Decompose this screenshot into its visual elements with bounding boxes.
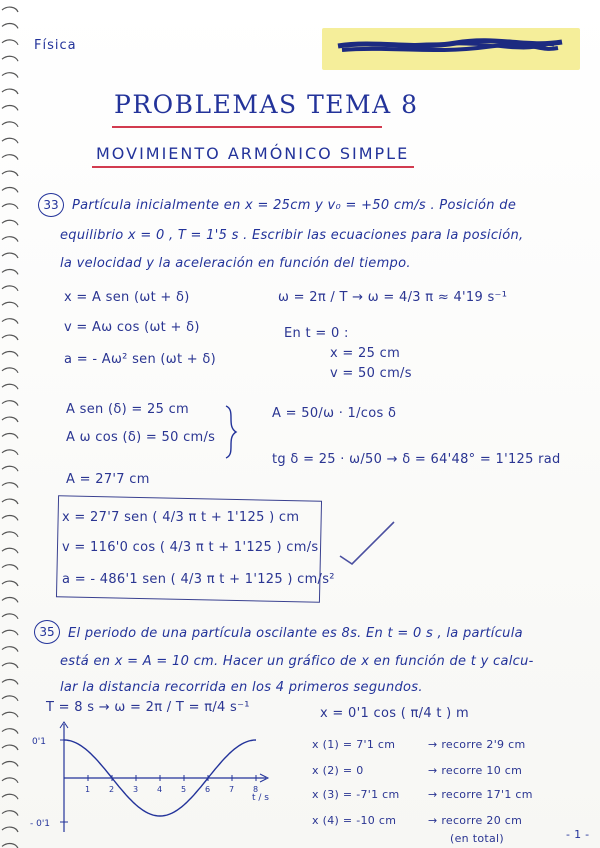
- graph-tick-label: 4: [157, 785, 163, 794]
- problem-number-35: 35: [34, 620, 60, 644]
- tangent-expression: tg δ = 25 · ω/50 → δ = 64'48° = 1'125 rad: [272, 452, 561, 467]
- equation-position: x = A sen (ωt + δ): [64, 290, 190, 305]
- p35-row1-result: → recorre 2'9 cm: [428, 738, 526, 751]
- p35-equation: x = 0'1 cos ( π/4 t ) m: [320, 706, 469, 721]
- equation-acceleration: a = - Aω² sen (ωt + δ): [64, 352, 217, 367]
- answer-position: x = 27'7 sen ( 4/3 π t + 1'125 ) cm: [62, 510, 300, 525]
- problem35-line3: lar la distancia recorrida en los 4 primeros segundos.: [60, 680, 423, 695]
- p35-row3-label: x (3) = -7'1 cm: [312, 788, 400, 801]
- answer-acceleration: a = - 486'1 sen ( 4/3 π t + 1'125 ) cm/s²: [62, 572, 335, 587]
- initial-x: x = 25 cm: [330, 346, 401, 361]
- graph-tick-label: 6: [205, 785, 211, 794]
- problem33-line3: la velocidad y la aceleración en función del tiempo.: [60, 256, 411, 271]
- graph-tick-label: 3: [133, 785, 139, 794]
- subtitle-underline: [92, 166, 414, 168]
- graph-x-unit: t / s: [252, 793, 269, 803]
- graph-tick-label: 1: [85, 785, 91, 794]
- initial-v: v = 50 cm/s: [330, 366, 412, 381]
- page-title: PROBLEMAS TEMA 8: [114, 90, 419, 119]
- p35-omega: T = 8 s → ω = 2π / T = π/4 s⁻¹: [46, 700, 250, 715]
- p35-row4-label: x (4) = -10 cm: [312, 814, 397, 827]
- graph-y-top-label: 0'1: [32, 737, 46, 747]
- initial-conditions-label: En t = 0 :: [284, 326, 349, 341]
- problem35-line1: El periodo de una partícula oscilante es 8s. En t = 0 s , la partícula: [68, 626, 523, 641]
- problem-number-33: 33: [38, 193, 64, 217]
- scribbled-name: [336, 34, 566, 64]
- problem33-line1: Partícula inicialmente en x = 25cm y v₀ = +50 cm/s . Posición de: [72, 198, 517, 213]
- equation-velocity: v = Aω cos (ωt + δ): [64, 320, 200, 335]
- p35-row1-label: x (1) = 7'1 cm: [312, 738, 396, 751]
- system-brace: [222, 404, 242, 460]
- graph-y-bottom-label: - 0'1: [30, 819, 51, 829]
- graph-tick-label: 2: [109, 785, 115, 794]
- page-number: - 1 -: [566, 828, 590, 841]
- amplitude-value: A = 27'7 cm: [66, 472, 150, 487]
- spiral-binding: [0, 0, 22, 848]
- omega-calc: ω = 2π / T → ω = 4/3 π ≈ 4'19 s⁻¹: [278, 290, 508, 305]
- title-underline: [112, 126, 382, 128]
- p35-row4-result: → recorre 20 cm: [428, 814, 523, 827]
- p35-row2-label: x (2) = 0: [312, 764, 364, 777]
- p35-total-label: (en total): [450, 832, 504, 845]
- page-subtitle: MOVIMIENTO ARMÓNICO SIMPLE: [96, 144, 410, 163]
- answer-velocity: v = 116'0 cos ( 4/3 π t + 1'125 ) cm/s: [62, 540, 319, 555]
- graph-tick-label: 8: [253, 785, 259, 794]
- subject-label: Física: [34, 38, 77, 53]
- p35-row2-result: → recorre 10 cm: [428, 764, 523, 777]
- check-mark-icon: [338, 518, 398, 568]
- problem33-line2: equilibrio x = 0 , T = 1'5 s . Escribir las ecuaciones para la posición,: [60, 228, 524, 243]
- amplitude-expression: A = 50/ω · 1/cos δ: [272, 406, 397, 421]
- system-eq2: A ω cos (δ) = 50 cm/s: [66, 430, 216, 445]
- position-time-graph: [30, 720, 280, 838]
- graph-tick-label: 5: [181, 785, 187, 794]
- system-eq1: A sen (δ) = 25 cm: [66, 402, 190, 417]
- p35-row3-result: → recorre 17'1 cm: [428, 788, 533, 801]
- problem35-line2: está en x = A = 10 cm. Hacer un gráfico de x en función de t y calcu-: [60, 654, 534, 669]
- graph-tick-label: 7: [229, 785, 235, 794]
